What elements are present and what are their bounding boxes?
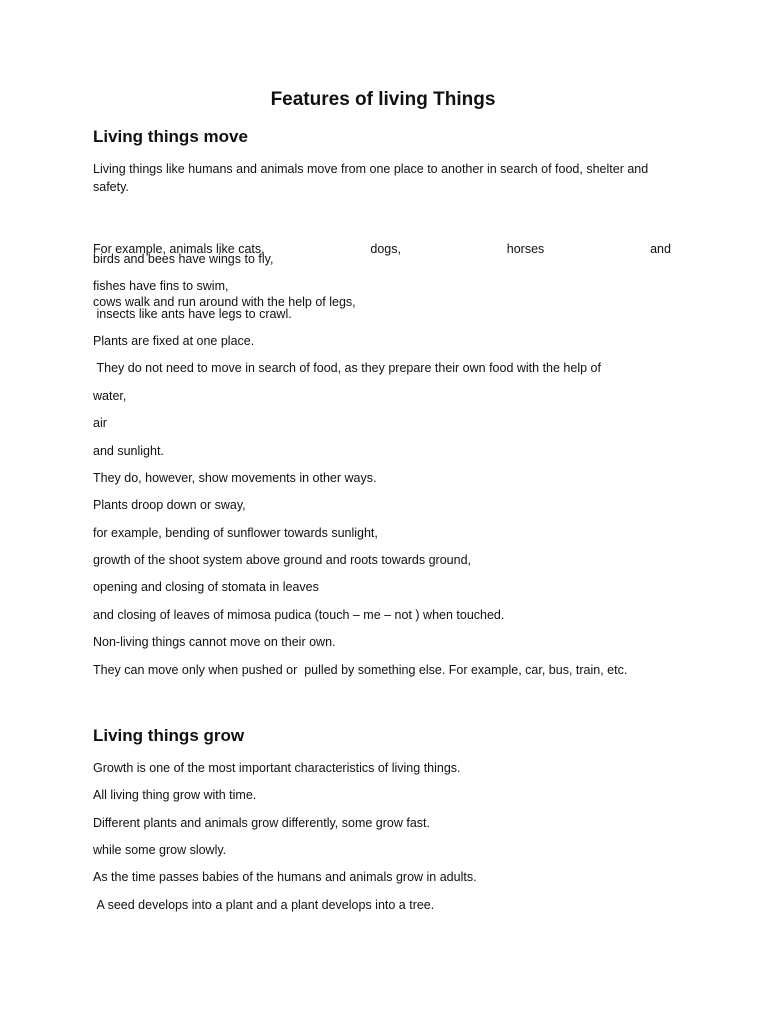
paragraph: They do not need to move in search of food, as they prepare their own food with the help of <box>93 361 601 375</box>
paragraph: Growth is one of the most important characteristics of living things. <box>93 761 461 775</box>
paragraph: air <box>93 416 107 430</box>
text-span: dogs, <box>370 242 401 256</box>
paragraph: As the time passes babies of the humans and animals grow in adults. <box>93 870 477 884</box>
paragraph: fishes have fins to swim, <box>93 279 229 293</box>
paragraph: and closing of leaves of mimosa pudica (touch – me – not ) when touched. <box>93 608 505 622</box>
paragraph: Different plants and animals grow differently, some grow fast. <box>93 816 430 830</box>
paragraph: Living things like humans and animals move from one place to another in search of food, shelter and safety. <box>93 162 652 194</box>
paragraph: opening and closing of stomata in leaves <box>93 580 319 594</box>
text-span: and <box>650 242 671 256</box>
text-span: For example, animals like cats, <box>93 242 265 256</box>
paragraph: All living thing grow with time. <box>93 788 257 802</box>
paragraph: Plants droop down or sway, <box>93 498 246 512</box>
page-title: Features of living Things <box>270 89 496 110</box>
paragraph: Non-living things cannot move on their own. <box>93 635 336 649</box>
section-heading-grow: Living things grow <box>93 726 245 745</box>
section-heading-move: Living things move <box>93 127 248 146</box>
paragraph: and sunlight. <box>93 444 164 458</box>
paragraph: A seed develops into a plant and a plant develops into a tree. <box>93 898 435 912</box>
paragraph: while some grow slowly. <box>93 843 227 857</box>
paragraph: birds and bees have wings to fly, <box>93 252 274 266</box>
paragraph-example <box>93 206 673 346</box>
text-span: horses <box>506 242 545 256</box>
paragraph: They do, however, show movements in other ways. <box>93 471 377 485</box>
paragraph: They can move only when pushed or pulled by something else. For example, car, bus, train, etc. <box>93 663 628 677</box>
text-line: cows walk and run around with the help of legs, <box>93 294 356 309</box>
paragraph: growth of the shoot system above ground and roots towards ground, <box>93 553 472 567</box>
paragraph: insects like ants have legs to crawl. <box>93 307 292 321</box>
paragraph: water, <box>93 389 127 403</box>
paragraph: Plants are fixed at one place. <box>93 334 255 348</box>
paragraph: for example, bending of sunflower towards sunlight, <box>93 526 378 540</box>
